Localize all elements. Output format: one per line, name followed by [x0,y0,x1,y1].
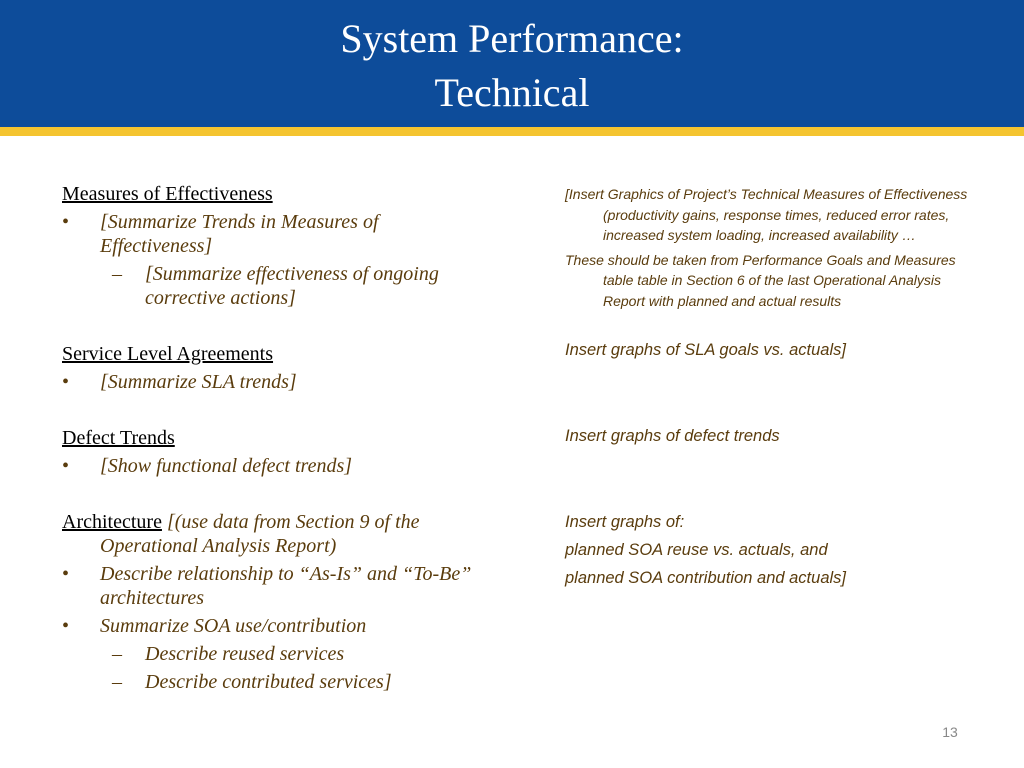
graphics-placeholder-text: [Insert Graphics of Project’s Technical Measures of Effectiveness (productivity gains, response times, reduced error rates, increased system loading, increased availability … [565,186,968,243]
architecture-sub-bullet-1 [62,642,482,666]
moe-heading: Measures of Effectiveness [62,183,273,205]
defect-graph-placeholder: Insert graphs of defect trends [565,427,780,445]
architecture-heading-line [62,510,482,558]
architecture-bullet-2-text: Summarize SOA use/contribution [100,615,367,637]
slide-title-line-1: System Performance: [340,16,684,61]
architecture-sub-bullet-2-text: Describe contributed services] [145,671,392,693]
sla-bullet [62,370,482,394]
accent-bar [0,127,1024,136]
bullet-dot: • [62,563,70,585]
architecture-heading: Architecture [62,511,162,533]
defect-bullet-text: [Show functional defect trends] [100,455,353,477]
moe-sub-bullet-text: [Summarize effectiveness of ongoing corrective actions] [145,263,439,309]
moe-sub-bullet [62,262,482,310]
sub-bullet-dash: – [112,263,122,285]
architecture-note: [(use data from Section 9 of the Operational Analysis Report) [100,511,420,557]
bullet-dot: • [62,371,70,393]
page-number: 13 [942,724,958,740]
sub-bullet-dash: – [112,643,122,665]
bullet-dot: • [62,615,70,637]
slide-title [0,12,1024,120]
soa-graph-placeholder-line-3: planned SOA contribution and actuals] [565,569,846,587]
defect-bullet [62,454,482,478]
sub-bullet-dash: – [112,671,122,693]
sla-bullet-text: [Summarize SLA trends] [100,371,297,393]
bullet-dot: • [62,455,70,477]
soa-graph-placeholder-line-1: Insert graphs of: [565,513,685,531]
sla-heading: Service Level Agreements [62,343,274,365]
architecture-bullet-1 [62,562,482,610]
soa-graph-placeholder-line-2: planned SOA reuse vs. actuals, and [565,541,828,559]
architecture-sub-bullet-2 [62,670,482,694]
architecture-bullet-2 [62,614,482,638]
right-column [565,184,975,589]
sla-graph-placeholder: Insert graphs of SLA goals vs. actuals] [565,341,846,359]
moe-bullet-text: [Summarize Trends in Measures of Effectiveness] [100,211,379,257]
moe-bullet [62,210,482,258]
slide-title-line-2: Technical [434,70,590,115]
architecture-sub-bullet-1-text: Describe reused services [145,643,345,665]
architecture-bullet-1-text: Describe relationship to “As-Is” and “To-Be” architectures [100,563,472,609]
left-column [62,182,482,694]
defect-heading: Defect Trends [62,427,175,449]
bullet-dot: • [62,211,70,233]
graphics-source-note: These should be taken from Performance Goals and Measures table table in Section 6 of the last Operational Analysis Report with planned and actual results [565,251,956,309]
